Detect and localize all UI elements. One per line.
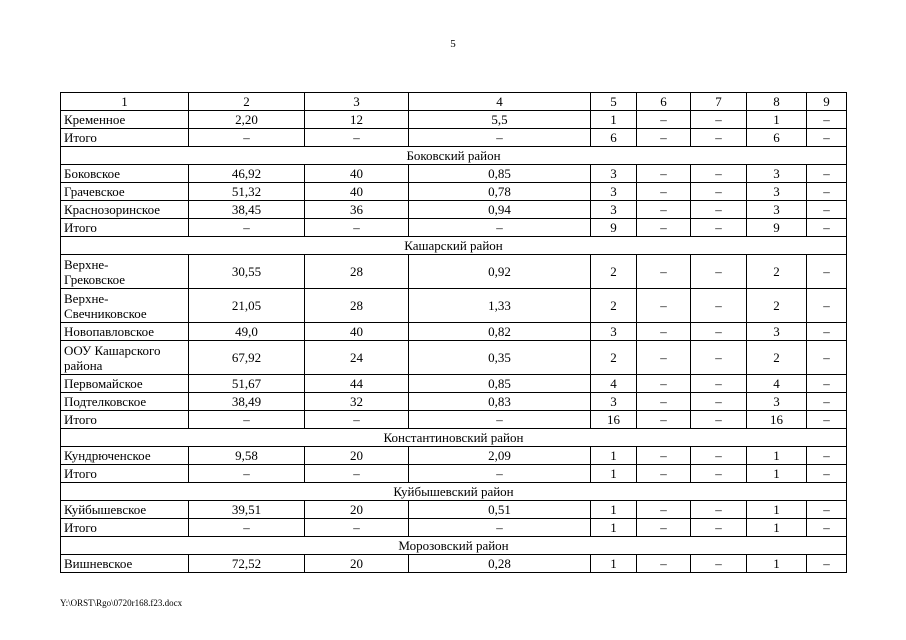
table-cell: – — [305, 411, 409, 429]
table-row — [61, 289, 847, 323]
table-cell: – — [807, 465, 847, 483]
table-cell: 72,52 — [189, 555, 305, 573]
table-cell: – — [637, 375, 691, 393]
table-cell: 9 — [747, 219, 807, 237]
table-row — [61, 447, 847, 465]
data-table — [60, 92, 847, 573]
table-cell: – — [637, 555, 691, 573]
table-cell: – — [409, 519, 591, 537]
table-cell: 3 — [591, 165, 637, 183]
section-row — [61, 429, 847, 447]
table-cell: – — [691, 201, 747, 219]
table-cell: – — [637, 165, 691, 183]
table-cell: – — [637, 323, 691, 341]
column-header: 7 — [691, 93, 747, 111]
table-cell: – — [691, 411, 747, 429]
section-title: Константиновский район — [61, 429, 847, 447]
table-cell: 20 — [305, 501, 409, 519]
table-cell: – — [807, 201, 847, 219]
table-cell: 28 — [305, 255, 409, 289]
table-row — [61, 341, 847, 375]
table-cell: – — [637, 465, 691, 483]
table-cell: – — [807, 341, 847, 375]
table-cell: – — [305, 465, 409, 483]
table-cell: – — [305, 219, 409, 237]
table-cell: – — [637, 519, 691, 537]
section-title: Боковский район — [61, 147, 847, 165]
column-header: 3 — [305, 93, 409, 111]
table-cell: – — [807, 411, 847, 429]
column-header: 6 — [637, 93, 691, 111]
table-cell: 1 — [747, 447, 807, 465]
table-cell: – — [691, 341, 747, 375]
table-cell: 51,32 — [189, 183, 305, 201]
column-header: 4 — [409, 93, 591, 111]
table-cell: 38,45 — [189, 201, 305, 219]
section-row — [61, 483, 847, 501]
table-cell: 16 — [747, 411, 807, 429]
table-cell: 0,83 — [409, 393, 591, 411]
table-cell: 16 — [591, 411, 637, 429]
table-cell: 3 — [747, 165, 807, 183]
table-cell: 1 — [591, 555, 637, 573]
table-row — [61, 111, 847, 129]
table-row — [61, 201, 847, 219]
table-cell: 6 — [591, 129, 637, 147]
table-cell: 21,05 — [189, 289, 305, 323]
table-cell: 2 — [747, 289, 807, 323]
column-header: 8 — [747, 93, 807, 111]
table-row — [61, 393, 847, 411]
table-cell: 0,85 — [409, 375, 591, 393]
table-row — [61, 465, 847, 483]
row-name-cell: Итого — [61, 465, 189, 483]
section-row — [61, 147, 847, 165]
table-cell: 51,67 — [189, 375, 305, 393]
table-cell: – — [691, 555, 747, 573]
table-cell: – — [189, 219, 305, 237]
table-cell: 44 — [305, 375, 409, 393]
row-name-cell: Куйбышевское — [61, 501, 189, 519]
table-cell: 40 — [305, 165, 409, 183]
row-name-cell: Грачевское — [61, 183, 189, 201]
row-name-cell: Итого — [61, 219, 189, 237]
table-cell: 39,51 — [189, 501, 305, 519]
table-cell: – — [637, 289, 691, 323]
table-row — [61, 519, 847, 537]
table-cell: 12 — [305, 111, 409, 129]
table-cell: – — [409, 411, 591, 429]
table-cell: – — [637, 129, 691, 147]
table-row — [61, 555, 847, 573]
table-cell: 28 — [305, 289, 409, 323]
table-cell: – — [807, 375, 847, 393]
table-cell: – — [691, 447, 747, 465]
table-cell: 1 — [747, 111, 807, 129]
table-cell: – — [691, 465, 747, 483]
row-name-cell: Итого — [61, 519, 189, 537]
table-cell: 1,33 — [409, 289, 591, 323]
table-cell: 0,82 — [409, 323, 591, 341]
table-cell: – — [807, 323, 847, 341]
table-cell: – — [807, 393, 847, 411]
table-cell: – — [691, 519, 747, 537]
table-cell: 0,51 — [409, 501, 591, 519]
table-cell: 3 — [747, 201, 807, 219]
table-cell: 0,78 — [409, 183, 591, 201]
table-cell: 40 — [305, 323, 409, 341]
row-name-cell: Верхне- Свечниковское — [61, 289, 189, 323]
table-cell: 3 — [747, 183, 807, 201]
table-cell: 2 — [591, 289, 637, 323]
table-cell: 1 — [591, 519, 637, 537]
row-name-cell: Новопавловское — [61, 323, 189, 341]
table-cell: 0,35 — [409, 341, 591, 375]
table-cell: 2 — [591, 255, 637, 289]
table-cell: 9,58 — [189, 447, 305, 465]
table-row — [61, 129, 847, 147]
table-cell: – — [637, 447, 691, 465]
table-cell: 2 — [747, 341, 807, 375]
table-cell: 2,20 — [189, 111, 305, 129]
table-cell: 0,94 — [409, 201, 591, 219]
table-cell: 36 — [305, 201, 409, 219]
table-cell: – — [637, 501, 691, 519]
table-cell: – — [189, 411, 305, 429]
row-name-cell: Итого — [61, 411, 189, 429]
table-cell: – — [691, 129, 747, 147]
table-cell: 3 — [591, 393, 637, 411]
table-cell: 0,85 — [409, 165, 591, 183]
table-cell: – — [189, 129, 305, 147]
table-cell: – — [807, 555, 847, 573]
table-cell: – — [189, 465, 305, 483]
table-cell: – — [691, 255, 747, 289]
section-row — [61, 537, 847, 555]
row-name-cell: Боковское — [61, 165, 189, 183]
table-cell: – — [691, 111, 747, 129]
table-cell: 3 — [747, 323, 807, 341]
table-cell: – — [305, 129, 409, 147]
table-cell: 5,5 — [409, 111, 591, 129]
table-cell: 9 — [591, 219, 637, 237]
row-name-cell: Подтелковское — [61, 393, 189, 411]
table-cell: – — [807, 219, 847, 237]
table-cell: – — [409, 129, 591, 147]
table-cell: 46,92 — [189, 165, 305, 183]
table-cell: – — [807, 165, 847, 183]
table-cell: – — [637, 341, 691, 375]
table-cell: 1 — [747, 501, 807, 519]
table-body — [61, 111, 847, 573]
section-title: Куйбышевский район — [61, 483, 847, 501]
table-cell: – — [691, 165, 747, 183]
table-cell: – — [637, 411, 691, 429]
table-cell: – — [637, 201, 691, 219]
table-cell: – — [807, 111, 847, 129]
table-cell: 1 — [747, 555, 807, 573]
table-cell: – — [409, 465, 591, 483]
table-row — [61, 165, 847, 183]
table-row — [61, 219, 847, 237]
column-header: 9 — [807, 93, 847, 111]
table-row — [61, 501, 847, 519]
table-cell: 3 — [591, 323, 637, 341]
row-name-cell: ООУ Кашарского района — [61, 341, 189, 375]
table-row — [61, 183, 847, 201]
row-name-cell: Итого — [61, 129, 189, 147]
table-cell: – — [807, 447, 847, 465]
row-name-cell: Верхне- Грековское — [61, 255, 189, 289]
table-cell: 3 — [591, 201, 637, 219]
table-cell: 0,92 — [409, 255, 591, 289]
row-name-cell: Кременное — [61, 111, 189, 129]
table-row — [61, 411, 847, 429]
table-cell: – — [637, 219, 691, 237]
row-name-cell: Вишневское — [61, 555, 189, 573]
row-name-cell: Краснозоринское — [61, 201, 189, 219]
table-row — [61, 323, 847, 341]
table-cell: 0,28 — [409, 555, 591, 573]
table-cell: – — [637, 393, 691, 411]
table-cell: 1 — [591, 465, 637, 483]
table-cell: 20 — [305, 555, 409, 573]
table-cell: – — [189, 519, 305, 537]
table-cell: – — [691, 375, 747, 393]
footer-file-path: Y:\ORST\Rgo\0720r168.f23.docx — [60, 598, 183, 608]
table-cell: – — [807, 519, 847, 537]
table-cell: 1 — [591, 447, 637, 465]
table-cell: – — [691, 183, 747, 201]
column-header: 1 — [61, 93, 189, 111]
table-cell: – — [807, 501, 847, 519]
table-cell: 6 — [747, 129, 807, 147]
table-cell: 24 — [305, 341, 409, 375]
table-row — [61, 255, 847, 289]
table-cell: 1 — [591, 501, 637, 519]
table-cell: – — [691, 289, 747, 323]
table-cell: 38,49 — [189, 393, 305, 411]
table-cell: – — [637, 255, 691, 289]
section-row — [61, 237, 847, 255]
row-name-cell: Кундрюченское — [61, 447, 189, 465]
column-header: 2 — [189, 93, 305, 111]
table-cell: 1 — [747, 465, 807, 483]
table-cell: 20 — [305, 447, 409, 465]
table-row — [61, 375, 847, 393]
table-cell: 2 — [591, 341, 637, 375]
section-title: Кашарский район — [61, 237, 847, 255]
table-cell: – — [691, 393, 747, 411]
table-cell: – — [305, 519, 409, 537]
table-cell: – — [807, 289, 847, 323]
table-cell: 40 — [305, 183, 409, 201]
table-cell: 4 — [747, 375, 807, 393]
table-cell: – — [637, 111, 691, 129]
table-cell: 2,09 — [409, 447, 591, 465]
table-cell: – — [691, 219, 747, 237]
table-cell: 1 — [747, 519, 807, 537]
table-cell: 49,0 — [189, 323, 305, 341]
page-number: 5 — [450, 38, 456, 50]
table-cell: 4 — [591, 375, 637, 393]
table-cell: – — [637, 183, 691, 201]
table-cell: 30,55 — [189, 255, 305, 289]
table-cell: 3 — [747, 393, 807, 411]
table-header-row — [61, 93, 847, 111]
table-cell: – — [691, 323, 747, 341]
column-header: 5 — [591, 93, 637, 111]
table-cell: 32 — [305, 393, 409, 411]
table-cell: 1 — [591, 111, 637, 129]
table-cell: – — [409, 219, 591, 237]
table-cell: 2 — [747, 255, 807, 289]
table-cell: 67,92 — [189, 341, 305, 375]
table-cell: – — [807, 183, 847, 201]
table-cell: – — [807, 255, 847, 289]
table-cell: – — [807, 129, 847, 147]
table-cell: – — [691, 501, 747, 519]
row-name-cell: Первомайское — [61, 375, 189, 393]
section-title: Морозовский район — [61, 537, 847, 555]
table-cell: 3 — [591, 183, 637, 201]
